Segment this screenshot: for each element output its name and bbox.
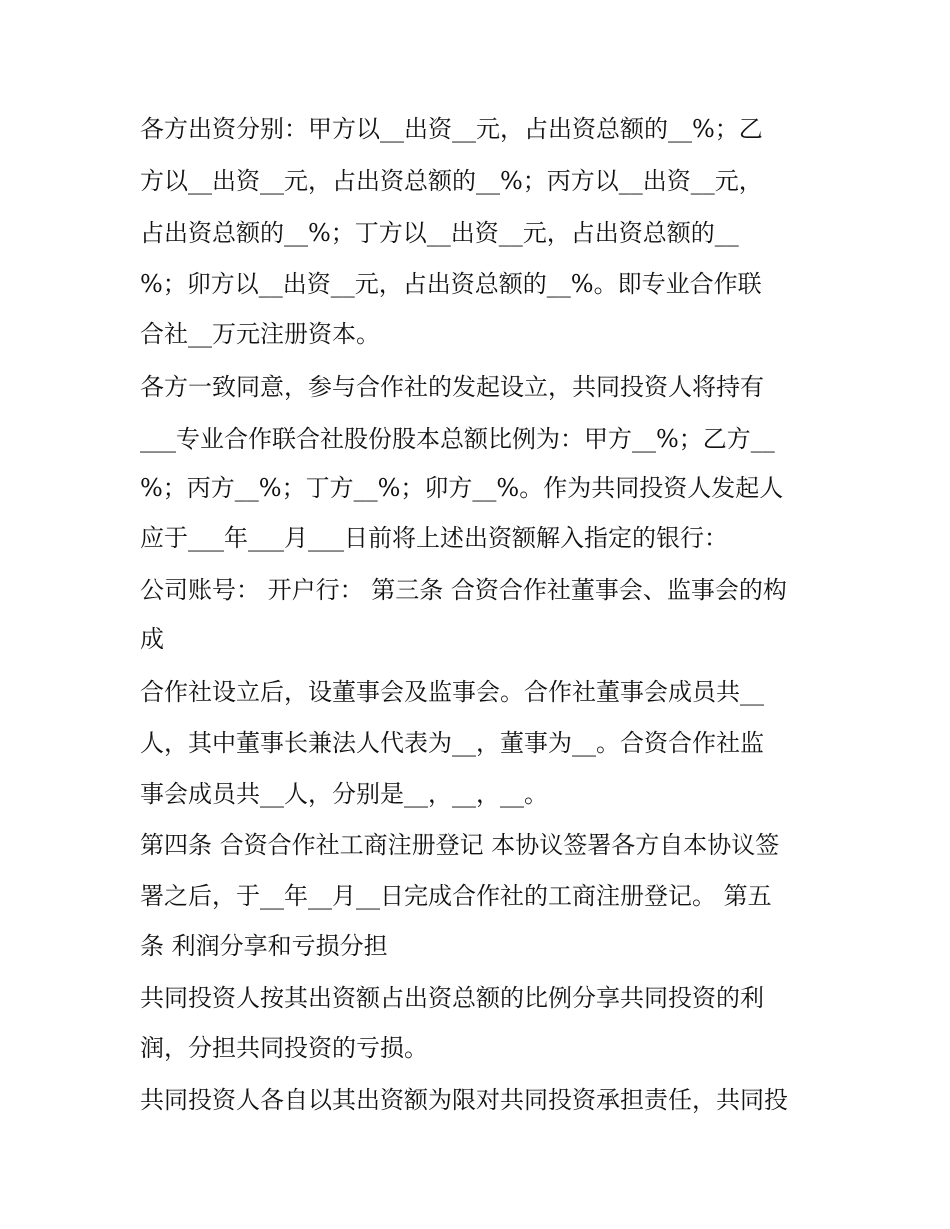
- body-text-line: 公司账号： 开户行： 第三条 合资合作社董事会、监事会的构: [140, 576, 787, 604]
- body-text-line: 人，其中董事长兼法人代表为__，董事为__。合资合作社监: [140, 729, 764, 757]
- body-text-line: 共同投资人按其出资额占出资总额的比例分享共同投资的利: [140, 984, 764, 1012]
- body-text-line: 各方出资分别：甲方以__出资__元，占出资总额的__%；乙: [140, 115, 763, 143]
- body-text-line: 共同投资人各自以其出资额为限对共同投资承担责任，共同投: [140, 1086, 788, 1114]
- body-text-line: ___专业合作联合社股份股本总额比例为：甲方__%；乙方__: [140, 425, 775, 453]
- body-text-line: 合社__万元注册资本。: [140, 320, 380, 348]
- body-text-line: 各方一致同意，参与合作社的发起设立，共同投资人将持有: [140, 373, 764, 401]
- body-text-line: 合作社设立后，设董事会及监事会。合作社董事会成员共__: [140, 678, 764, 706]
- body-text-line: 成: [140, 625, 164, 653]
- body-text-line: %；卯方以__出资__元，占出资总额的__%。即专业合作联: [140, 270, 762, 298]
- body-text-line: 润，分担共同投资的亏损。: [140, 1034, 428, 1062]
- body-text-line: %；丙方__%；丁方__%；卯方__%。作为共同投资人发起人: [140, 474, 784, 502]
- body-text-line: 应于___年___月___日前将上述出资额解入指定的银行：: [140, 524, 728, 552]
- body-text-line: 第四条 合资合作社工商注册登记 本协议签署各方自本协议签: [140, 831, 780, 859]
- body-text-line: 占出资总额的__%；丁方以__出资__元，占出资总额的__: [140, 219, 739, 247]
- body-text-line: 署之后，于__年__月__日完成合作社的工商注册登记。 第五: [140, 882, 772, 910]
- body-text-line: 方以__出资__元，占出资总额的__%；丙方以__出资__元，: [140, 167, 763, 195]
- body-text-line: 事会成员共__人，分别是__，__，__。: [140, 780, 548, 808]
- body-text-line: 条 利润分享和亏损分担: [140, 932, 388, 960]
